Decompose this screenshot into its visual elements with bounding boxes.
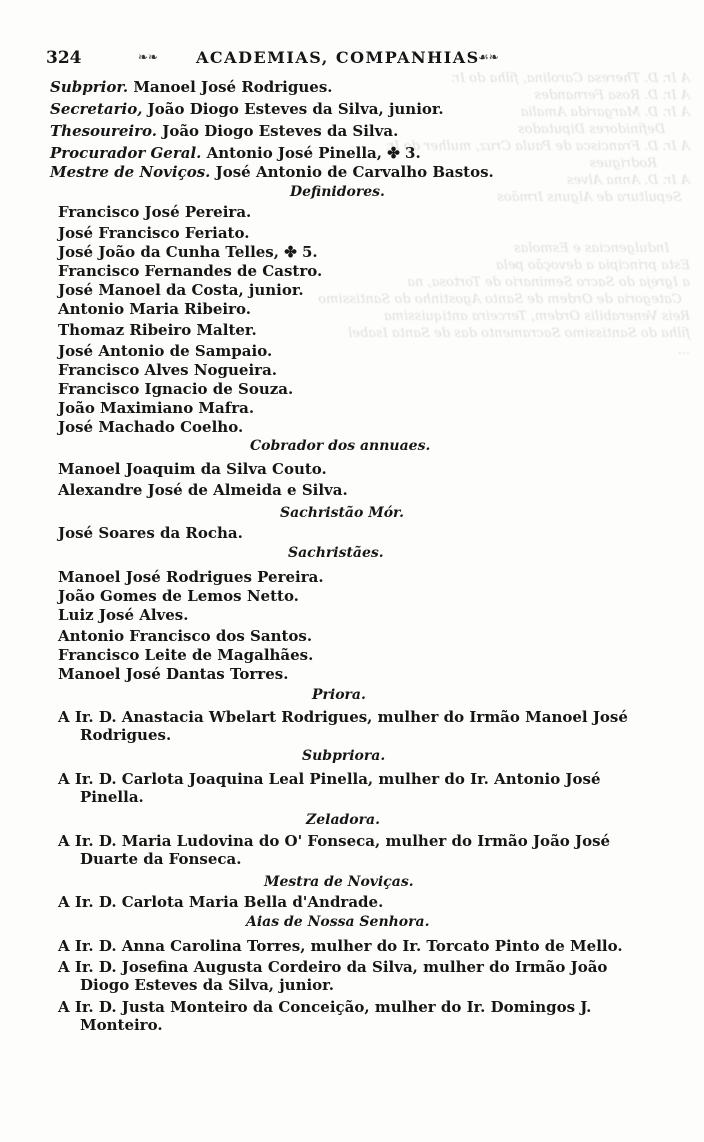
list-item: José Francisco Feriato. [58,224,250,242]
list-item: José Soares da Rocha. [58,524,243,542]
aia-entry: A Ir. D. Justa Monteiro da Conceição, mulher do Ir. Domingos J. Monteiro. [58,998,592,1034]
list-item: Manoel Joaquim da Silva Couto. [58,460,327,478]
list-item: Francisco Alves Nogueira. [58,361,278,379]
page-header [46,48,646,70]
list-item: Francisco Fernandes de Castro. [58,262,323,280]
list-item: Manoel José Rodrigues Pereira. [58,568,324,586]
heading-mestra: Mestra de Noviças. [264,874,414,890]
aia-entry: A Ir. D. Josefina Augusta Cordeiro da Silva, mulher do Irmão João Diogo Esteves da Silva, junior. [58,958,608,994]
list-item: Francisco Leite de Magalhães. [58,646,314,664]
aia-entry: A Ir. D. Anna Carolina Torres, mulher do Ir. Torcato Pinto de Mello. [58,937,623,955]
list-item: José Manoel da Costa, junior. [58,281,304,299]
list-item: José João da Cunha Telles, ✤ 5. [58,243,318,261]
heading-aias: Aias de Nossa Senhora. [246,914,430,930]
ornament-right-icon: ☙❧ [478,50,499,64]
list-item: Thomaz Ribeiro Malter. [58,321,257,339]
running-title: ACADEMIAS, COMPANHIAS [196,48,480,67]
officer-mestre: Mestre de Noviços. José Antonio de Carvalho Bastos. [50,163,494,181]
list-item: Antonio Francisco dos Santos. [58,627,313,645]
heading-priora: Priora. [312,687,366,703]
zeladora-entry: A Ir. D. Maria Ludovina do O' Fonseca, mulher do Irmão João José Duarte da Fonseca. [58,832,611,868]
heading-cobrador: Cobrador dos annuaes. [250,438,431,454]
page-number: 324 [46,48,82,68]
subpriora-entry: A Ir. D. Carlota Joaquina Leal Pinella, mulher do Ir. Antonio José Pinella. [58,770,601,806]
list-item: Luiz José Alves. [58,606,189,624]
list-item: Alexandre José de Almeida e Silva. [58,481,348,499]
officer-subprior: Subprior. Manoel José Rodrigues. [50,78,333,96]
list-item: Manoel José Dantas Torres. [58,665,289,683]
heading-sachristaes: Sachristães. [288,545,384,561]
list-item: Francisco Ignacio de Souza. [58,380,294,398]
list-item: José Antonio de Sampaio. [58,342,273,360]
heading-subpriora: Subpriora. [302,748,386,764]
heading-zeladora: Zeladora. [306,812,380,828]
heading-definidores: Definidores. [290,184,385,200]
priora-entry: A Ir. D. Anastacia Wbelart Rodrigues, mulher do Irmão Manoel José Rodrigues. [58,708,628,744]
officer-procurador: Procurador Geral. Antonio José Pinella, ✤ 3. [50,144,421,162]
list-item: José Machado Coelho. [58,418,244,436]
list-item: Francisco José Pereira. [58,203,252,221]
ornament-left-icon: ❧❧ [138,50,159,64]
officer-thesoureiro: Thesoureiro. João Diogo Esteves da Silva. [50,122,399,140]
list-item: João Gomes de Lemos Netto. [58,587,299,605]
mestra-entry: A Ir. D. Carlota Maria Bella d'Andrade. [58,893,384,911]
list-item: Antonio Maria Ribeiro. [58,300,251,318]
officer-secretario: Secretario, João Diogo Esteves da Silva, junior. [50,100,444,118]
list-item: João Maximiano Mafra. [58,399,255,417]
bleed-through-text: A Ir. D. Theresa Carolina, filha do Ir. A Ir. D. Rosa Fernandes A Ir. D. Margarida Amalia Definidores Diputados A Ir. D. Francisca de Paula Cruz, mulher do Ir. Rodrigues A Ir. D. Anna Alves Sepultura de Alguns Irmãos Indulgencias e Esmolas Esta principia a devoção pela a Igreja do Sacro Seminario de Tortosa, na Categoria de Ordem de Santo Agostinho do Santissimo Reis Venerabilis Ordem, Terceira antiquissima filha do Santissimo Sacramento das de Santa Isabel ... [318,71,690,358]
heading-sachristao-mor: Sachristão Mór. [280,505,405,521]
